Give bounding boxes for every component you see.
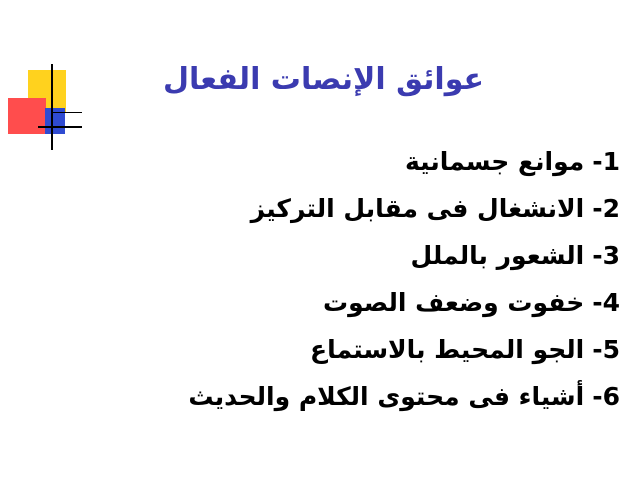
list-item — [188, 373, 620, 420]
item-text: الشعور بالملل — [410, 241, 585, 270]
item-number: -6 — [592, 382, 620, 411]
item-text: الانشغال فى مقابل التركيز — [250, 194, 585, 223]
decor-horizontal-line — [38, 126, 82, 128]
item-text: موانع جسمانية — [404, 147, 585, 176]
list-item — [188, 232, 620, 279]
decor-vertical-line — [51, 64, 53, 150]
item-number: -5 — [592, 335, 620, 364]
item-text: خفوت وضعف الصوت — [323, 288, 585, 317]
decor-red-square — [8, 98, 46, 134]
item-number: -1 — [592, 147, 620, 176]
item-number: -2 — [592, 194, 620, 223]
list-item — [188, 279, 620, 326]
item-number: -3 — [592, 241, 620, 270]
list-item — [188, 326, 620, 373]
item-number: -4 — [592, 288, 620, 317]
slide-title: عوائق الإنصات الفعال — [162, 62, 484, 97]
item-text: أشياء فى محتوى الكلام والحديث — [188, 382, 585, 411]
list-item — [188, 138, 620, 185]
obstacle-list — [188, 138, 620, 420]
item-text: الجو المحيط بالاستماع — [310, 335, 585, 364]
list-item — [188, 185, 620, 232]
decor-horizontal-line-top — [52, 112, 82, 113]
